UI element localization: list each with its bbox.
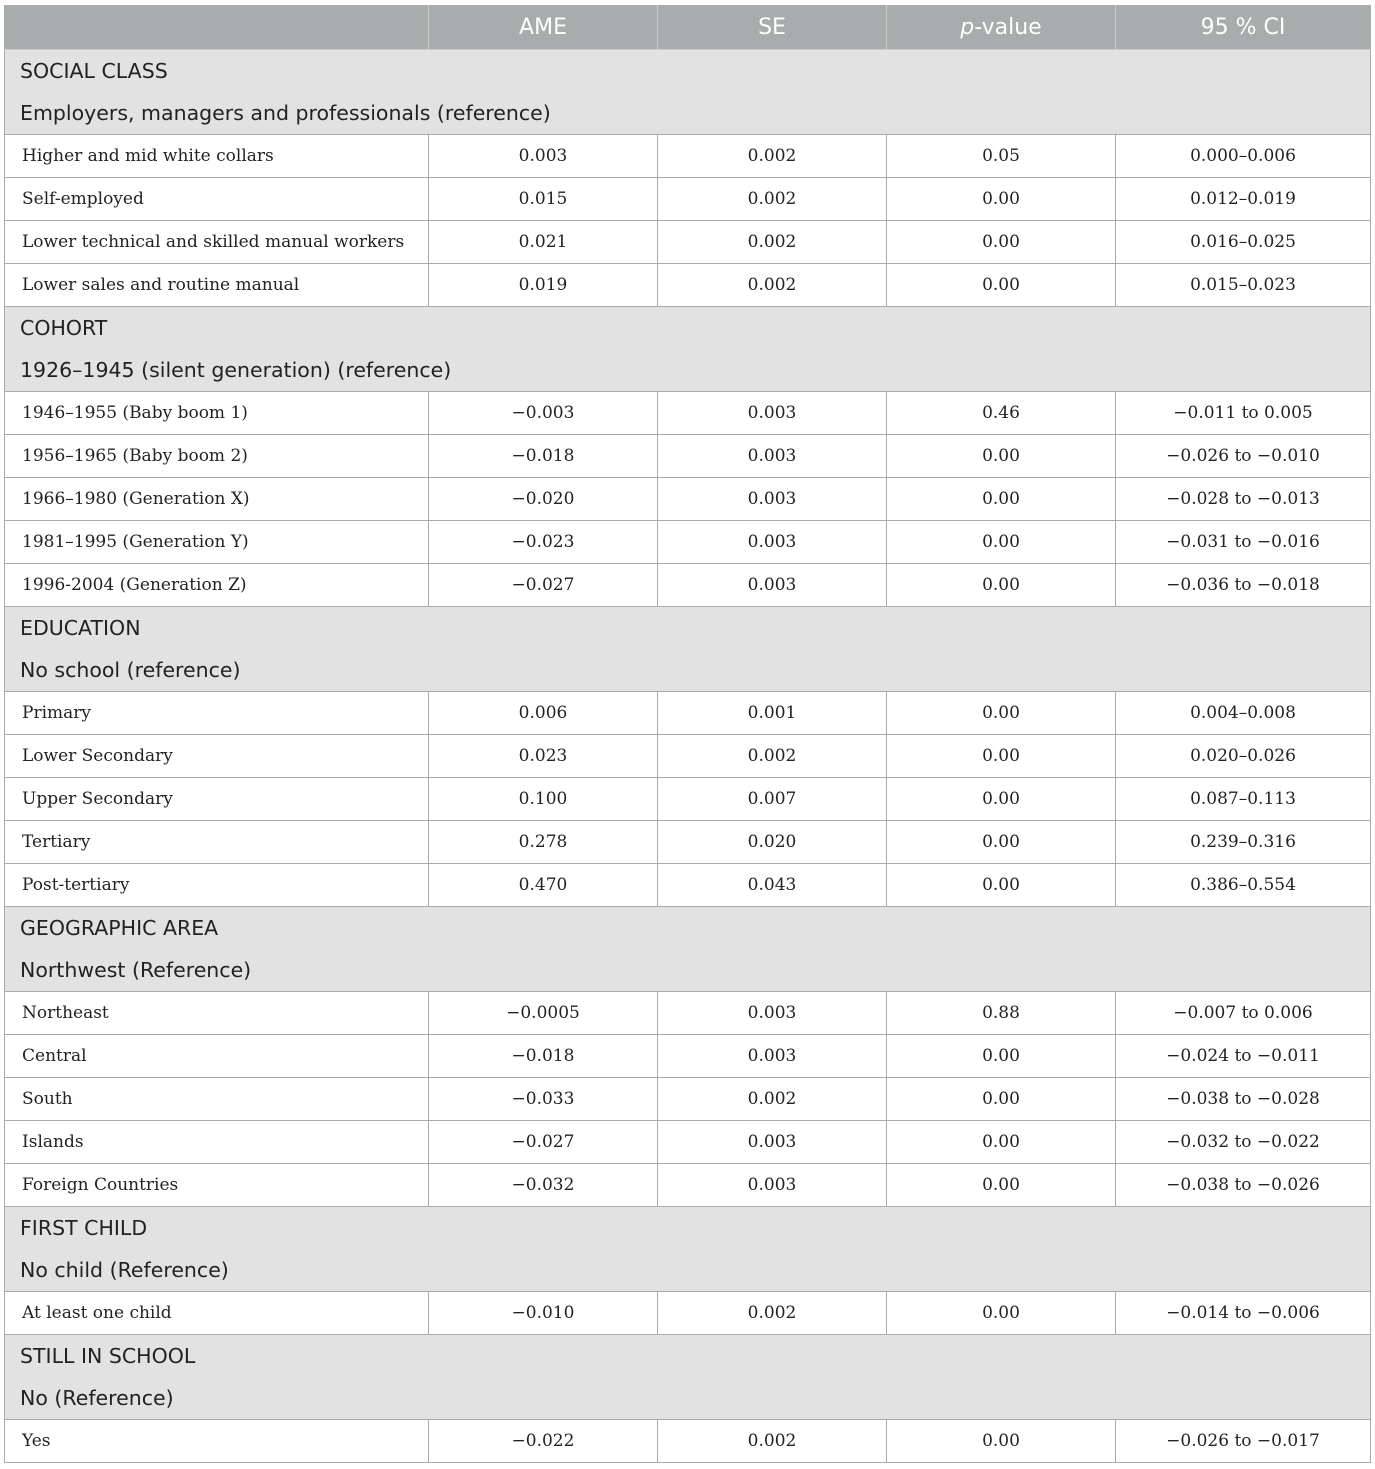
section-header-row [5, 50, 1371, 93]
p-value-cell: 0.88 [887, 992, 1116, 1035]
se-cell: 0.002 [658, 178, 887, 221]
row-label: Self-employed [5, 178, 429, 221]
section-title: GEOGRAPHIC AREA [5, 907, 1371, 950]
ame-cell: 0.015 [429, 178, 658, 221]
ci-cell: −0.014 to −0.006 [1116, 1292, 1371, 1335]
reference-category: Northwest (Reference) [5, 949, 1371, 992]
se-cell: 0.003 [658, 1121, 887, 1164]
se-cell: 0.002 [658, 1078, 887, 1121]
table-row [5, 521, 1371, 564]
p-value-cell: 0.00 [887, 521, 1116, 564]
ci-cell: −0.011 to 0.005 [1116, 392, 1371, 435]
header-se: SE [658, 5, 887, 50]
reference-category: No child (Reference) [5, 1249, 1371, 1292]
table-body [5, 50, 1371, 1463]
table-row [5, 692, 1371, 735]
p-value-cell: 0.05 [887, 135, 1116, 178]
reference-row [5, 649, 1371, 692]
reference-row [5, 92, 1371, 135]
table-row [5, 221, 1371, 264]
se-cell: 0.003 [658, 1164, 887, 1207]
header-p-value [887, 5, 1116, 50]
table-row [5, 392, 1371, 435]
se-cell: 0.003 [658, 521, 887, 564]
ci-cell: −0.026 to −0.010 [1116, 435, 1371, 478]
ame-cell: −0.027 [429, 564, 658, 607]
row-label: 1996-2004 (Generation Z) [5, 564, 429, 607]
reference-row [5, 1377, 1371, 1420]
row-label: South [5, 1078, 429, 1121]
table-row [5, 264, 1371, 307]
ame-cell: −0.018 [429, 435, 658, 478]
ame-cell: 0.019 [429, 264, 658, 307]
ci-cell: 0.087–0.113 [1116, 778, 1371, 821]
results-table [4, 5, 1371, 1463]
ame-cell: −0.032 [429, 1164, 658, 1207]
row-label: Upper Secondary [5, 778, 429, 821]
ci-cell: −0.038 to −0.026 [1116, 1164, 1371, 1207]
header-row [5, 5, 1371, 50]
section-title: SOCIAL CLASS [5, 50, 1371, 93]
ame-cell: −0.022 [429, 1420, 658, 1463]
p-value-cell: 0.00 [887, 221, 1116, 264]
ame-cell: −0.033 [429, 1078, 658, 1121]
se-cell: 0.003 [658, 564, 887, 607]
row-label: Tertiary [5, 821, 429, 864]
se-cell: 0.002 [658, 221, 887, 264]
section-header-row [5, 1335, 1371, 1378]
se-cell: 0.002 [658, 264, 887, 307]
se-cell: 0.003 [658, 392, 887, 435]
reference-row [5, 949, 1371, 992]
se-cell: 0.043 [658, 864, 887, 907]
p-value-cell: 0.00 [887, 564, 1116, 607]
reference-row [5, 349, 1371, 392]
p-value-cell: 0.00 [887, 1121, 1116, 1164]
ame-cell: −0.020 [429, 478, 658, 521]
row-label: Lower technical and skilled manual workers [5, 221, 429, 264]
se-cell: 0.003 [658, 435, 887, 478]
table-header [5, 5, 1371, 50]
row-label: 1981–1995 (Generation Y) [5, 521, 429, 564]
se-cell: 0.003 [658, 992, 887, 1035]
se-cell: 0.003 [658, 1035, 887, 1078]
section-title: EDUCATION [5, 607, 1371, 650]
ame-cell: 0.006 [429, 692, 658, 735]
p-value-cell: 0.46 [887, 392, 1116, 435]
p-value-cell: 0.00 [887, 1420, 1116, 1463]
section-title: STILL IN SCHOOL [5, 1335, 1371, 1378]
ci-cell: 0.000–0.006 [1116, 135, 1371, 178]
row-label: Northeast [5, 992, 429, 1035]
row-label: Yes [5, 1420, 429, 1463]
p-value-cell: 0.00 [887, 735, 1116, 778]
ame-cell: 0.023 [429, 735, 658, 778]
table-row [5, 135, 1371, 178]
ci-cell: −0.007 to 0.006 [1116, 992, 1371, 1035]
ci-cell: −0.028 to −0.013 [1116, 478, 1371, 521]
table-row [5, 1035, 1371, 1078]
section-title: FIRST CHILD [5, 1207, 1371, 1250]
table-row [5, 1121, 1371, 1164]
table-row [5, 478, 1371, 521]
se-cell: 0.002 [658, 1292, 887, 1335]
se-cell: 0.020 [658, 821, 887, 864]
row-label: 1966–1980 (Generation X) [5, 478, 429, 521]
section-header-row [5, 307, 1371, 350]
p-value-cell: 0.00 [887, 692, 1116, 735]
row-label: 1956–1965 (Baby boom 2) [5, 435, 429, 478]
p-value-cell: 0.00 [887, 1078, 1116, 1121]
p-value-cell: 0.00 [887, 178, 1116, 221]
ci-cell: 0.386–0.554 [1116, 864, 1371, 907]
section-title: COHORT [5, 307, 1371, 350]
se-cell: 0.007 [658, 778, 887, 821]
row-label: Central [5, 1035, 429, 1078]
section-header-row [5, 1207, 1371, 1250]
ame-cell: −0.018 [429, 1035, 658, 1078]
ci-cell: −0.031 to −0.016 [1116, 521, 1371, 564]
table-row [5, 735, 1371, 778]
header-ame: AME [429, 5, 658, 50]
row-label: Post-tertiary [5, 864, 429, 907]
p-value-cell: 0.00 [887, 1035, 1116, 1078]
se-cell: 0.002 [658, 1420, 887, 1463]
ame-cell: −0.027 [429, 1121, 658, 1164]
ci-cell: −0.024 to −0.011 [1116, 1035, 1371, 1078]
header-variable [5, 5, 429, 50]
section-header-row [5, 607, 1371, 650]
p-value-cell: 0.00 [887, 864, 1116, 907]
table-row [5, 435, 1371, 478]
ci-cell: 0.016–0.025 [1116, 221, 1371, 264]
p-value-cell: 0.00 [887, 821, 1116, 864]
row-label: Higher and mid white collars [5, 135, 429, 178]
table-row [5, 1292, 1371, 1335]
row-label: Lower sales and routine manual [5, 264, 429, 307]
ci-cell: 0.004–0.008 [1116, 692, 1371, 735]
ci-cell: −0.032 to −0.022 [1116, 1121, 1371, 1164]
ci-cell: 0.020–0.026 [1116, 735, 1371, 778]
table-row [5, 1420, 1371, 1463]
table-row [5, 864, 1371, 907]
reference-row [5, 1249, 1371, 1292]
row-label: Lower Secondary [5, 735, 429, 778]
reference-category: No (Reference) [5, 1377, 1371, 1420]
table-row [5, 1078, 1371, 1121]
table-row [5, 821, 1371, 864]
p-value-cell: 0.00 [887, 435, 1116, 478]
ci-cell: −0.038 to −0.028 [1116, 1078, 1371, 1121]
se-cell: 0.002 [658, 735, 887, 778]
header-p-suffix: -value [974, 14, 1042, 40]
ci-cell: 0.012–0.019 [1116, 178, 1371, 221]
table-row [5, 564, 1371, 607]
table-row [5, 1164, 1371, 1207]
row-label: At least one child [5, 1292, 429, 1335]
table-row [5, 992, 1371, 1035]
table-row [5, 178, 1371, 221]
section-header-row [5, 907, 1371, 950]
row-label: Primary [5, 692, 429, 735]
reference-category: 1926–1945 (silent generation) (reference) [5, 349, 1371, 392]
row-label: Foreign Countries [5, 1164, 429, 1207]
header-p-letter: p [960, 14, 975, 40]
p-value-cell: 0.00 [887, 1164, 1116, 1207]
ame-cell: −0.003 [429, 392, 658, 435]
se-cell: 0.002 [658, 135, 887, 178]
ame-cell: 0.278 [429, 821, 658, 864]
se-cell: 0.003 [658, 478, 887, 521]
row-label: Islands [5, 1121, 429, 1164]
reference-category: No school (reference) [5, 649, 1371, 692]
ame-cell: −0.0005 [429, 992, 658, 1035]
ame-cell: 0.003 [429, 135, 658, 178]
p-value-cell: 0.00 [887, 264, 1116, 307]
header-ci: 95 % CI [1116, 5, 1371, 50]
reference-category: Employers, managers and professionals (reference) [5, 92, 1371, 135]
p-value-cell: 0.00 [887, 478, 1116, 521]
ci-cell: −0.026 to −0.017 [1116, 1420, 1371, 1463]
ame-cell: −0.010 [429, 1292, 658, 1335]
ame-cell: 0.100 [429, 778, 658, 821]
ci-cell: 0.015–0.023 [1116, 264, 1371, 307]
table-row [5, 778, 1371, 821]
ci-cell: 0.239–0.316 [1116, 821, 1371, 864]
ame-cell: −0.023 [429, 521, 658, 564]
row-label: 1946–1955 (Baby boom 1) [5, 392, 429, 435]
se-cell: 0.001 [658, 692, 887, 735]
ci-cell: −0.036 to −0.018 [1116, 564, 1371, 607]
p-value-cell: 0.00 [887, 1292, 1116, 1335]
ame-cell: 0.021 [429, 221, 658, 264]
p-value-cell: 0.00 [887, 778, 1116, 821]
ame-cell: 0.470 [429, 864, 658, 907]
